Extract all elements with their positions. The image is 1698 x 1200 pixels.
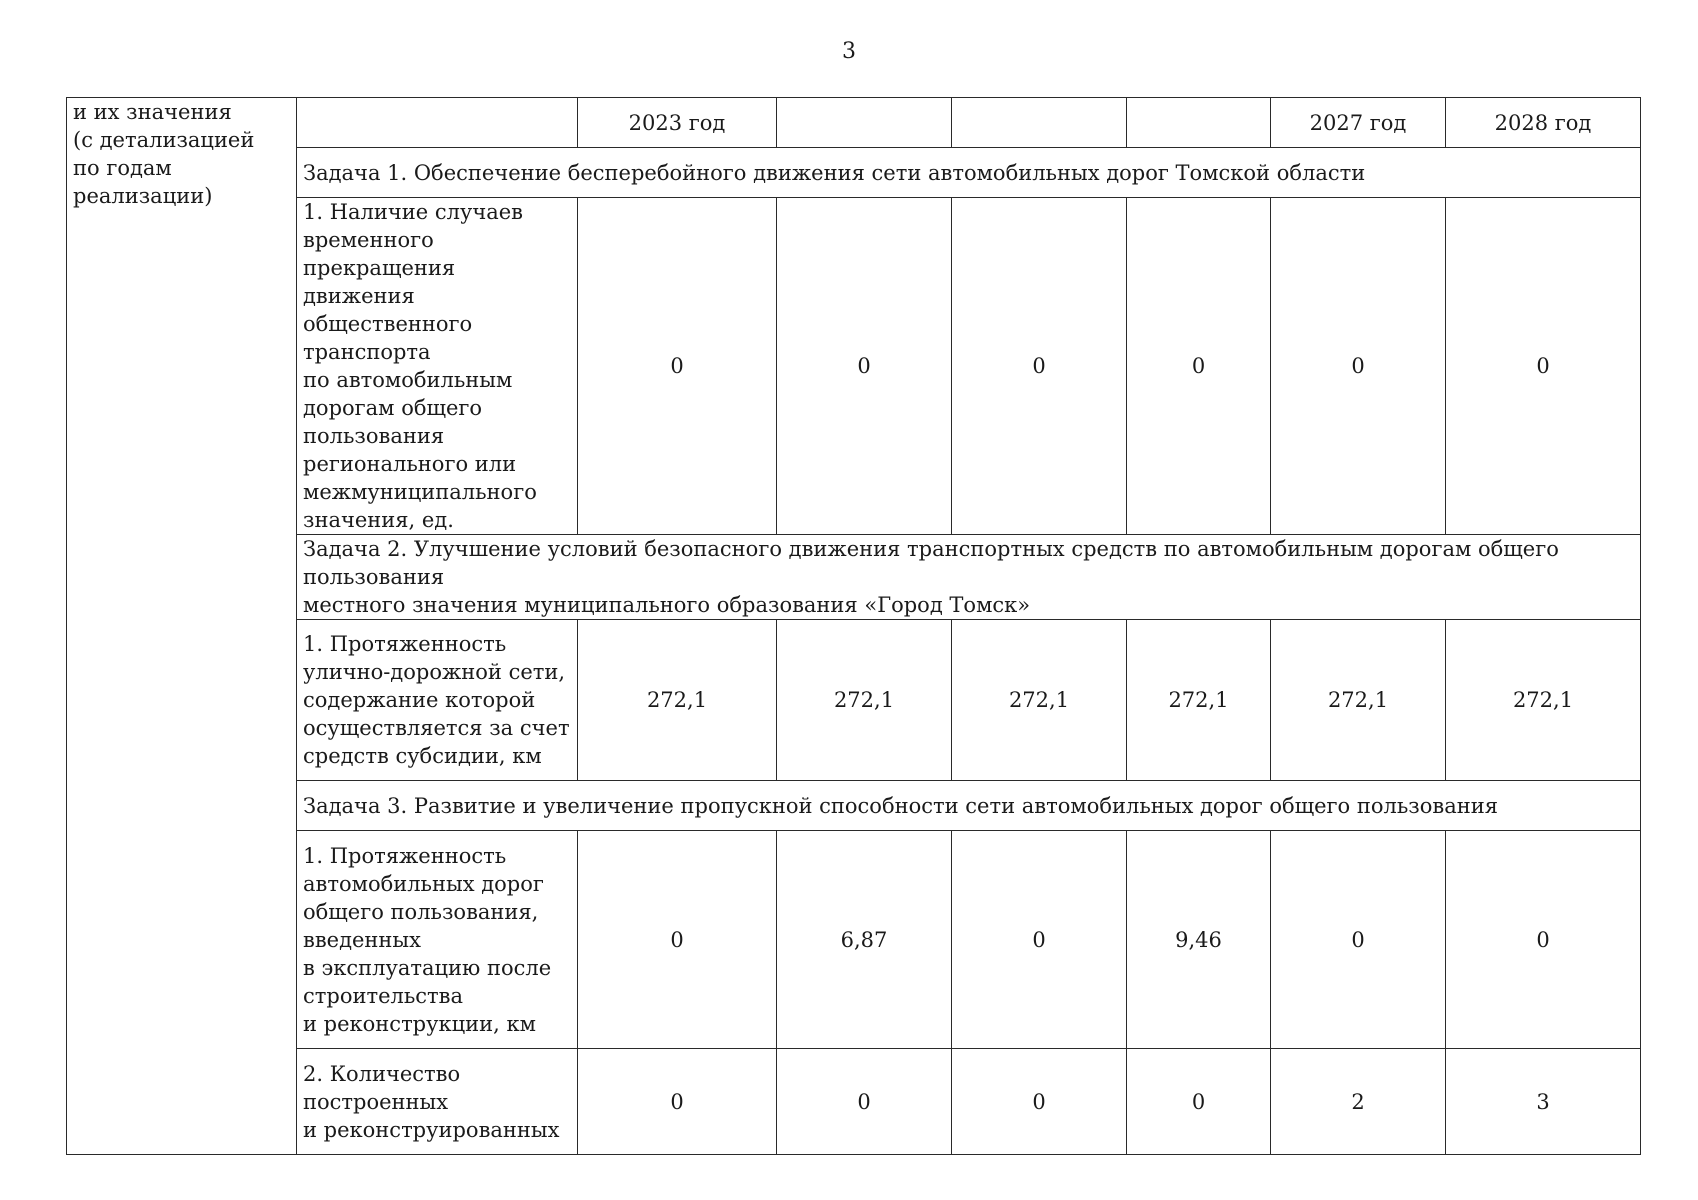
left-label: и их значения (с детализацией по годам реализации) [67, 98, 297, 1155]
indicator-value: 0 [1446, 198, 1641, 535]
indicator-row [67, 1049, 1641, 1155]
indicator-value: 272,1 [578, 620, 777, 781]
indicator-value: 0 [578, 1049, 777, 1155]
indicator-value: 0 [1271, 198, 1446, 535]
header-cell [1127, 98, 1271, 148]
indicator-value: 272,1 [1127, 620, 1271, 781]
indicator-value: 0 [952, 1049, 1127, 1155]
indicator-name: 1. Протяженность улично-дорожной сети, содержание которой осуществляется за счет средств субсидии, км [297, 620, 578, 781]
header-cell [952, 98, 1127, 148]
page-number: 3 [842, 39, 856, 64]
task-row [67, 535, 1641, 620]
indicator-row [67, 620, 1641, 781]
header-cell: 2027 год [1271, 98, 1446, 148]
indicator-value: 2 [1271, 1049, 1446, 1155]
indicator-value: 272,1 [952, 620, 1127, 781]
indicator-value: 0 [952, 831, 1127, 1049]
header-row [67, 98, 1641, 148]
task-title: Задача 3. Развитие и увеличение пропускной способности сети автомобильных дорог общего пользования [297, 781, 1641, 831]
indicator-name: 2. Количество построенных и реконструированных [297, 1049, 578, 1155]
indicator-value: 272,1 [1446, 620, 1641, 781]
indicator-value: 9,46 [1127, 831, 1271, 1049]
header-cell [297, 98, 578, 148]
indicator-value: 272,1 [1271, 620, 1446, 781]
indicator-value: 0 [777, 1049, 952, 1155]
task-title: Задача 2. Улучшение условий безопасного движения транспортных средств по автомобильным дорогам общего пользования местного значения муниципального образования «Город Томск» [297, 535, 1641, 620]
indicator-row [67, 198, 1641, 535]
indicator-value: 272,1 [777, 620, 952, 781]
task-title: Задача 1. Обеспечение бесперебойного движения сети автомобильных дорог Томской области [297, 148, 1641, 198]
indicators-table [66, 97, 1641, 1155]
indicator-value: 0 [1127, 198, 1271, 535]
indicator-name: 1. Протяженность автомобильных дорог общего пользования, введенных в эксплуатацию после строительства и реконструкции, км [297, 831, 578, 1049]
indicator-value: 6,87 [777, 831, 952, 1049]
indicator-value: 0 [578, 198, 777, 535]
indicator-value: 0 [952, 198, 1127, 535]
indicator-value: 0 [1127, 1049, 1271, 1155]
header-cell [777, 98, 952, 148]
indicator-value: 0 [578, 831, 777, 1049]
indicator-value: 0 [777, 198, 952, 535]
indicator-row [67, 831, 1641, 1049]
task-row [67, 781, 1641, 831]
header-cell: 2023 год [578, 98, 777, 148]
indicator-value: 3 [1446, 1049, 1641, 1155]
indicator-value: 0 [1446, 831, 1641, 1049]
task-row [67, 148, 1641, 198]
indicator-value: 0 [1271, 831, 1446, 1049]
indicator-name: 1. Наличие случаев временного прекращения движения общественного транспорта по автомобильным дорогам общего пользования регионального или межмуниципального значения, ед. [297, 198, 578, 535]
header-cell: 2028 год [1446, 98, 1641, 148]
